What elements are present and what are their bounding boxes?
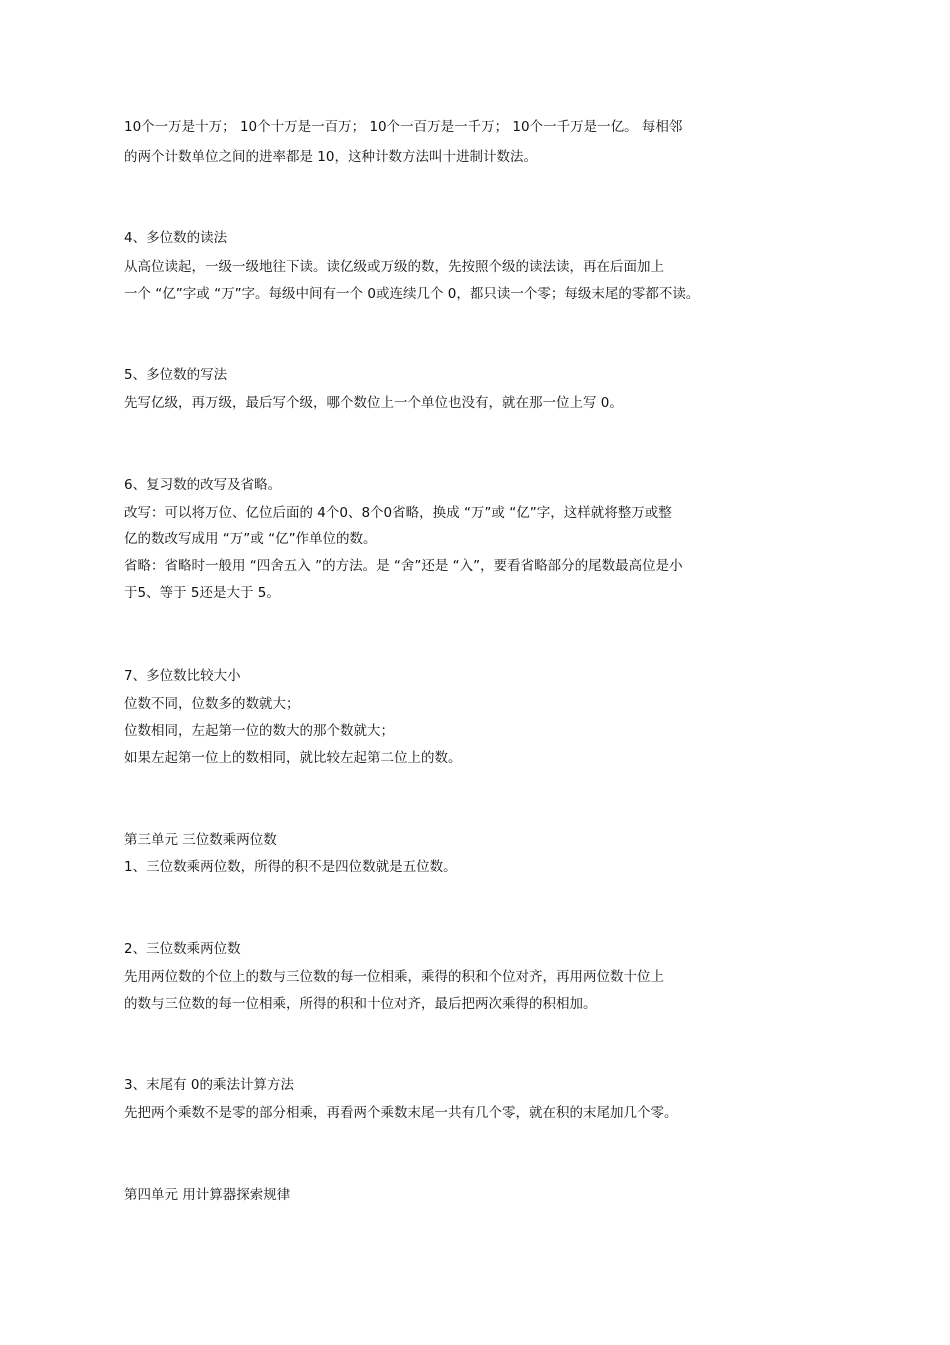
text-line: 的两个计数单位之间的进率都是 10，这种计数方法叫十进制计数法。 — [124, 149, 537, 165]
section-heading: 4、多位数的读法 — [124, 230, 228, 246]
section-heading: 3、末尾有 0的乘法计算方法 — [124, 1077, 294, 1093]
text-line: 改写：可以将万位、亿位后面的 4个0、8个0省略，换成 “万”或 “亿”字，这样就将整万或整 — [124, 505, 672, 521]
text-line: 省略：省略时一般用 “四舍五入 ”的方法。是 “舍”还是 “入”，要看省略部分的尾数最高位是小 — [124, 558, 683, 574]
unit-heading: 第四单元 用计算器探索规律 — [124, 1187, 291, 1203]
text-line: 10个一万是十万； 10个十万是一百万； 10个一百万是一千万； 10个一千万是一亿。 每相邻 — [124, 119, 683, 135]
text-line: 如果左起第一位上的数相同，就比较左起第二位上的数。 — [124, 750, 462, 766]
text-line: 一个 “亿”字或 “万”字。每级中间有一个 0或连续几个 0，都只读一个零；每级末尾的零都不读。 — [124, 286, 700, 302]
text-line: 1、三位数乘两位数，所得的积不是四位数就是五位数。 — [124, 859, 457, 875]
text-line: 先把两个乘数不是零的部分相乘，再看两个乘数末尾一共有几个零，就在积的末尾加几个零。 — [124, 1105, 678, 1121]
text-line: 先写亿级，再万级，最后写个级，哪个数位上一个单位也没有，就在那一位上写 0。 — [124, 395, 623, 411]
text-line: 亿的数改写成用 “万”或 “亿”作单位的数。 — [124, 531, 377, 547]
section-heading: 5、多位数的写法 — [124, 367, 228, 383]
section-heading: 2、三位数乘两位数 — [124, 941, 241, 957]
text-line: 先用两位数的个位上的数与三位数的每一位相乘，乘得的积和个位对齐，再用两位数十位上 — [124, 969, 664, 985]
section-heading: 7、多位数比较大小 — [124, 668, 241, 684]
text-line: 位数不同，位数多的数就大； — [124, 696, 300, 712]
unit-heading: 第三单元 三位数乘两位数 — [124, 832, 277, 848]
section-heading: 6、复习数的改写及省略。 — [124, 477, 282, 493]
text-line: 的数与三位数的每一位相乘，所得的积和十位对齐，最后把两次乘得的积相加。 — [124, 996, 597, 1012]
text-line: 于5、等于 5还是大于 5。 — [124, 585, 280, 601]
text-line: 从高位读起，一级一级地往下读。读亿级或万级的数，先按照个级的读法读，再在后面加上 — [124, 259, 664, 275]
text-line: 位数相同，左起第一位的数大的那个数就大； — [124, 723, 394, 739]
